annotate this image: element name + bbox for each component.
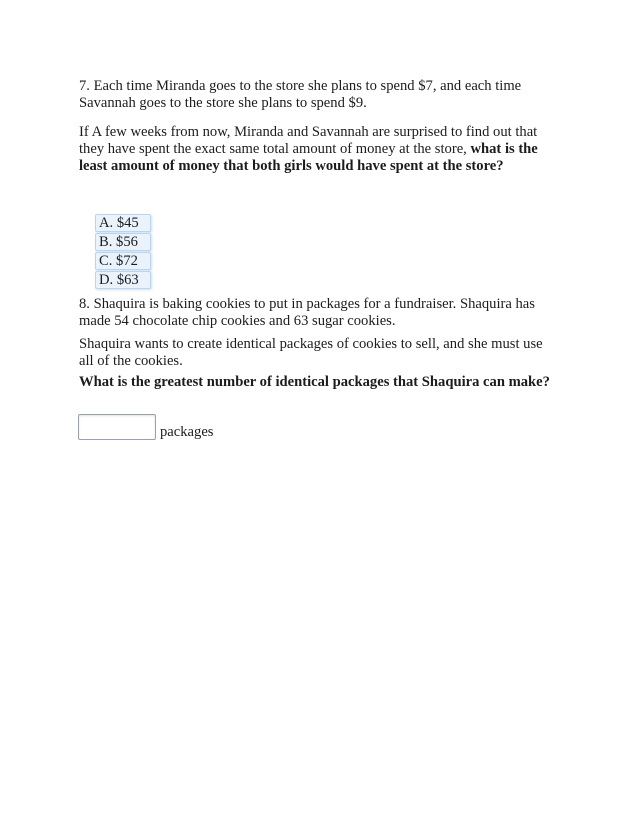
q8-context: Shaquira wants to create identical packages of cookies to sell, and she must use all of the cookies. <box>79 336 543 369</box>
q8-answer-input[interactable] <box>78 414 156 440</box>
q7-option-b[interactable]: B. $56 <box>95 233 151 251</box>
q7-context: If A few weeks from now, Miranda and Savannah are surprised to find out that they have spent the exact same total amount of money at the store, <box>79 124 538 157</box>
q8-question: What is the greatest number of identical packages that Shaquira can make? <box>79 374 550 390</box>
q8-stem: 8. Shaquira is baking cookies to put in packages for a fundraiser. Shaquira has made 54 chocolate chip cookies and 63 sugar cookies. <box>79 296 535 329</box>
q7-stem: 7. Each time Miranda goes to the store she plans to spend $7, and each time Savannah goes to the store she plans to spend $9. <box>79 78 522 111</box>
q7-option-a[interactable]: A. $45 <box>95 214 151 232</box>
q7-question-bold: what is the least amount of money that both girls would have spent at the store? <box>79 141 538 174</box>
q7-option-c[interactable]: C. $72 <box>95 252 151 270</box>
q8-answer-unit: packages <box>160 424 214 440</box>
q7-question <box>79 124 559 175</box>
q7-option-d[interactable]: D. $63 <box>95 271 151 289</box>
q7-options <box>95 214 155 290</box>
